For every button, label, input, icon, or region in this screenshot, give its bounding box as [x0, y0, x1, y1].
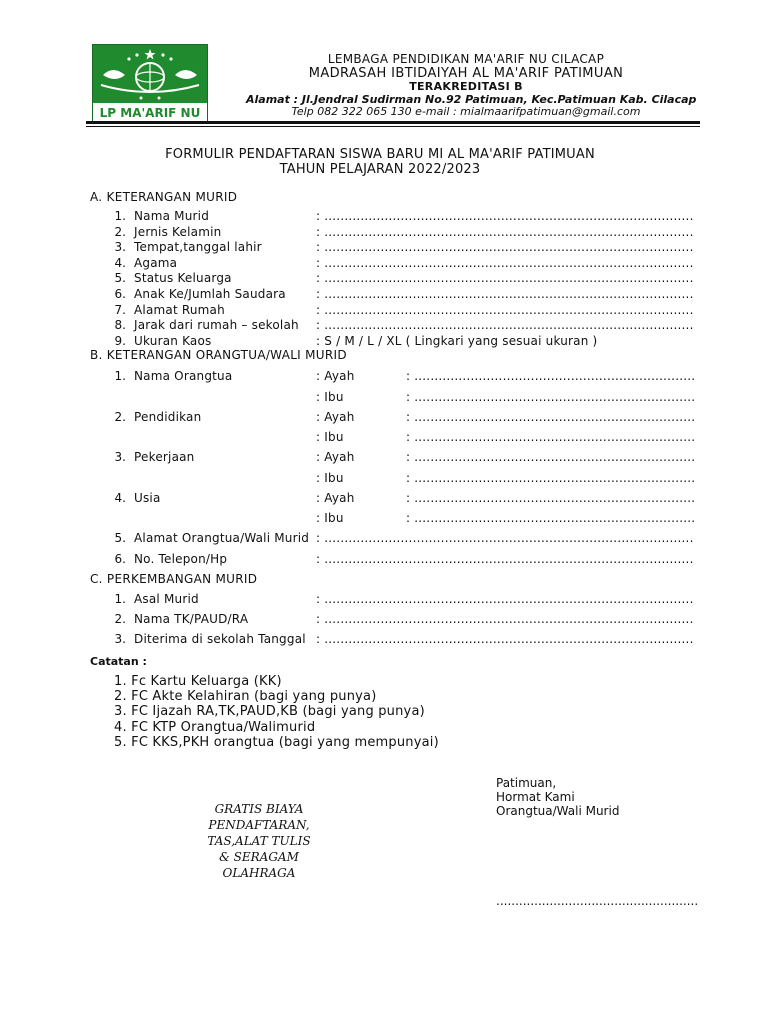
field-label: Anak Ke/Jumlah Saudara [134, 287, 286, 301]
item-number: 7. [114, 302, 126, 317]
ibu-blank: : ...................................................................... [406, 511, 696, 525]
ibu-blank: : ...................................................................... [406, 430, 696, 444]
field-label: Tempat,tanggal lahir [134, 240, 262, 255]
header-line-2: MADRASAH IBTIDAIYAH AL MA'ARIF PATIMUAN [308, 66, 624, 81]
field-label: No. Telepon/Hp [134, 551, 228, 566]
signature-greeting: Hormat Kami [496, 790, 575, 804]
logo-text: LP MA'ARIF NU [99, 106, 201, 120]
note-item: 3. FC Ijazah RA,TK,PAUD,KB (bagi yang punya) [114, 704, 425, 720]
field-blank: : ............................................................................................ [316, 531, 694, 545]
field-blank: : ............................................................................................ [316, 209, 694, 223]
item-number: 4. [114, 490, 126, 505]
field-blank: : ............................................................................................ [316, 612, 694, 627]
field-label: Asal Murid [134, 592, 199, 606]
gratis-line: PENDAFTARAN, [208, 818, 310, 832]
nu-emblem-icon [93, 45, 207, 103]
field-blank: : ............................................................................................ [316, 302, 694, 317]
item-number: 5. [114, 531, 126, 545]
field-blank: : ............................................................................................ [316, 224, 694, 239]
item-number: 5. [114, 271, 126, 286]
gratis-line: GRATIS BIAYA [214, 802, 304, 816]
header-line-1: LEMBAGA PENDIDIKAN MA'ARIF NU CILACAP [327, 52, 605, 66]
field-blank: : ............................................................................................ [316, 287, 694, 301]
note-item: 5. FC KKS,PKH orangtua (bagi yang mempunyai) [114, 734, 439, 750]
ayah-label: : Ayah [316, 490, 355, 505]
field-label: Status Keluarga [134, 271, 232, 286]
ayah-blank: : ...................................................................... [406, 369, 696, 383]
field-label: Agama [134, 255, 178, 270]
section-a-heading: A. KETERANGAN MURID [90, 190, 238, 204]
section-c-heading: C. PERKEMBANGAN MURID [90, 572, 258, 586]
ayah-label: : Ayah [316, 369, 355, 383]
gratis-note [184, 801, 334, 881]
header-line-3: TERAKREDITASI B [409, 80, 523, 93]
header-rule-thick [86, 121, 700, 124]
signature-place: Patimuan, [496, 776, 557, 790]
field-label: Nama TK/PAUD/RA [134, 612, 249, 627]
field-label: Usia [134, 490, 161, 505]
ayah-label: : Ayah [316, 409, 355, 424]
field-label: Diterima di sekolah Tanggal [134, 632, 306, 647]
note-item: 2. FC Akte Kelahiran (bagi yang punya) [114, 689, 377, 705]
field-label: Jernis Kelamin [134, 224, 222, 239]
item-number: 2. [114, 612, 126, 627]
field-blank: : ............................................................................................ [316, 271, 694, 286]
gratis-line: OLAHRAGA [222, 866, 296, 880]
item-number: 8. [114, 318, 126, 333]
field-label: Ukuran Kaos [134, 333, 212, 348]
ibu-label: : Ibu [316, 430, 344, 444]
notes-heading: Catatan : [90, 655, 147, 668]
field-label: Nama Murid [134, 209, 210, 223]
signature-role: Orangtua/Wali Murid [496, 804, 620, 818]
note-item: 1. Fc Kartu Keluarga (KK) [114, 674, 282, 689]
item-number: 1. [114, 369, 126, 383]
item-number: 1. [114, 592, 126, 606]
field-blank: : ............................................................................................ [316, 551, 694, 566]
note-item: 4. FC KTP Orangtua/Walimurid [114, 719, 316, 735]
field-label: Pekerjaan [134, 450, 195, 464]
item-number: 1. [114, 209, 126, 223]
form-title: FORMULIR PENDAFTARAN SISWA BARU MI AL MA'ARIF PATIMUAN [165, 147, 595, 162]
section-b-heading: B. KETERANGAN ORANGTUA/WALI MURID [90, 348, 347, 362]
item-number: 3. [114, 450, 126, 464]
header-contact: Telp 082 322 065 130 e-mail : mialmaarifpatimuan@gmail.com [291, 105, 641, 118]
header-address: Alamat : Jl.Jendral Sudirman No.92 Patimuan, Kec.Patimuan Kab. Cilacap [246, 93, 697, 106]
item-number: 2. [114, 409, 126, 424]
ibu-label: : Ibu [316, 470, 344, 485]
field-blank: : ............................................................................................ [316, 318, 694, 333]
ibu-label: : Ibu [316, 389, 344, 404]
form-subtitle: TAHUN PELAJARAN 2022/2023 [279, 162, 481, 177]
ayah-blank: : ...................................................................... [406, 490, 696, 505]
field-blank: : ............................................................................................ [316, 592, 694, 606]
ibu-blank: : ...................................................................... [406, 470, 696, 485]
signature-block [496, 776, 619, 818]
field-blank: : ............................................................................................ [316, 240, 694, 255]
ayah-blank: : ...................................................................... [406, 409, 696, 424]
ibu-label: : Ibu [316, 511, 344, 525]
header-rule-thin [86, 126, 700, 127]
item-number: 9. [114, 333, 126, 348]
item-number: 3. [114, 632, 126, 647]
signature-line: ..................................................... [496, 894, 699, 908]
field-label: Pendidikan [134, 409, 202, 424]
field-blank: : ............................................................................................ [316, 632, 694, 647]
item-number: 3. [114, 240, 126, 255]
item-number: 2. [114, 224, 126, 239]
item-number: 6. [114, 551, 126, 566]
field-blank: : S / M / L / XL ( Lingkari yang sesuai ukuran ) [316, 333, 598, 348]
ibu-blank: : ...................................................................... [406, 389, 696, 404]
item-number: 4. [114, 255, 126, 270]
ayah-blank: : ...................................................................... [406, 450, 696, 464]
gratis-line: & SERAGAM [219, 850, 299, 864]
field-label: Alamat Rumah [134, 302, 225, 317]
field-label: Nama Orangtua [134, 369, 233, 383]
field-label: Jarak dari rumah – sekolah [134, 318, 299, 333]
gratis-line: TAS,ALAT TULIS [207, 834, 311, 848]
field-blank: : ............................................................................................ [316, 255, 694, 270]
lp-maarif-logo [92, 44, 208, 122]
ayah-label: : Ayah [316, 450, 355, 464]
field-label: Alamat Orangtua/Wali Murid [134, 531, 310, 545]
item-number: 6. [114, 287, 126, 301]
